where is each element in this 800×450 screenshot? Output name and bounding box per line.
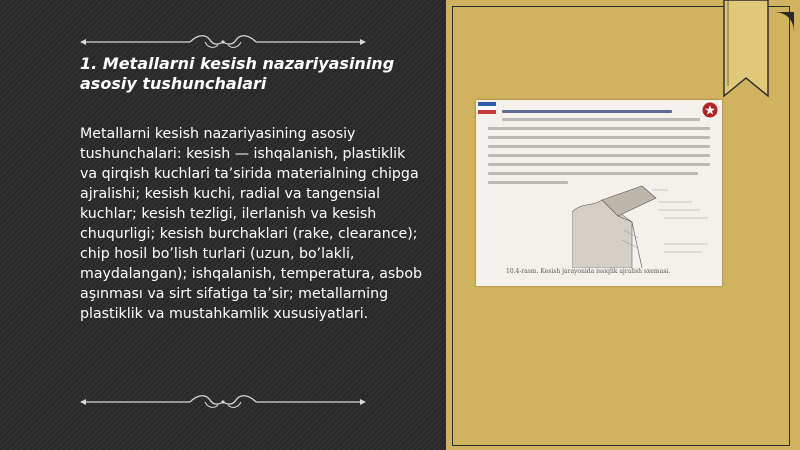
slide-body-text: Metallarni kesish nazariyasining asosiy tushunchalari: kesish — ishqalanish, plastiklik va qirqish kuchlari ta’sirida materialning chipga ajralishi; kesish kuchi, radial va tangensial kuchlar; kesish tezligi, ilerlanish va kesish chuqurligi; kesish burchaklari (rake, clearance); chip hosil bo’lish turlari (uzun, bo’lakli, maydalangan); ishqalanish, temperatura, asbob aşınması va sirt sifatiga ta’sir; metallarning plastiklik va mustahkamlik xususiyatlari. (80, 126, 423, 322)
corner-curl-icon (772, 10, 796, 34)
bookmark-ribbon-icon (722, 0, 770, 100)
slide-title: 1. Metallarni kesish nazariyasining asosiy tushunchalari (80, 54, 395, 93)
top-ornament-icon (0, 32, 446, 52)
textbook-figure-image (476, 100, 722, 286)
star-emblem-icon (702, 102, 718, 118)
cutting-diagram-drawing (572, 182, 712, 268)
bottom-ornament-icon (0, 392, 446, 412)
flag-icon (478, 102, 496, 114)
figure-caption: 10.4-rasm. Kesish jarayonida issiqlik ajralish sxemasi. (506, 268, 671, 275)
